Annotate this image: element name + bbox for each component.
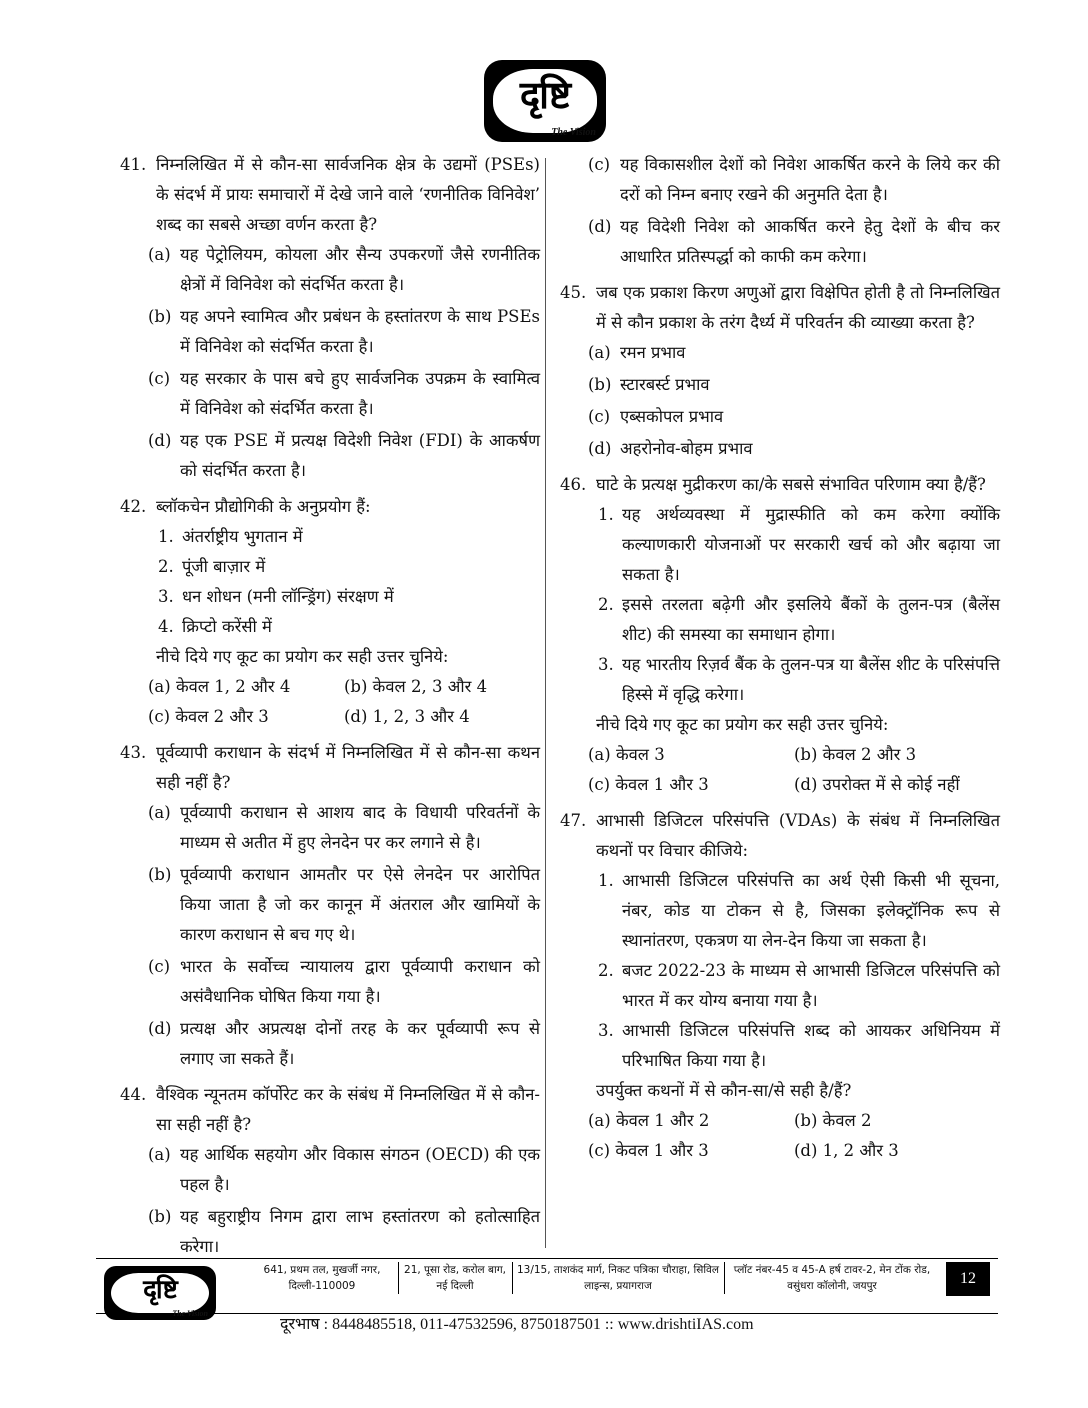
question-42: [120, 492, 540, 732]
option: (c) भारत के सर्वोच्च न्यायालय द्वारा पूर्वव्यापी कराधान को असंवैधानिक घोषित किया गया है।: [148, 957, 540, 1006]
logo-text: दृष्टि: [519, 73, 571, 117]
answer-options: [120, 672, 540, 732]
option: (b) स्टारबर्स्ट प्रभाव: [588, 375, 710, 394]
question-number: 45.: [560, 283, 587, 302]
statement-item: 1. यह अर्थव्यवस्था में मुद्रास्फीति को कम करेगा क्योंकि कल्याणकारी योजनाओं पर सरकारी खर्च को और बढ़ाया जा सकता है।: [598, 505, 1000, 584]
statement-item: 2. बजट 2022-23 के माध्यम से आभासी डिजिटल परिसंपत्ति को भारत में कर योग्य बनाया गया है।: [598, 961, 1000, 1010]
option: (d) अहरोनोव-बोहम प्रभाव: [588, 439, 753, 458]
left-column: [120, 150, 540, 1268]
contact-line: दूरभाष : 8448485518, 011-47532596, 8750187501 :: www.drishtiIAS.com: [280, 1316, 754, 1333]
option: (c) यह विकासशील देशों को निवेश आकर्षित करने के लिये कर की दरों को निम्न बनाए रखने की अनुमति देता है।: [588, 155, 1000, 204]
address-karol-bagh: 21, पूसा रोड, करोल बाग, नई दिल्ली: [398, 1262, 511, 1294]
option: (d) उपरोक्त में से कोई नहीं: [794, 775, 960, 794]
statement-item: 1. आभासी डिजिटल परिसंपत्ति का अर्थ ऐसी किसी भी सूचना, नंबर, कोड या टोकन से है, जिसका इलेक्ट्रॉनिक रूप से स्थानांतरण, एकत्रण या लेन-देन किया जा सकता है।: [598, 871, 1000, 950]
option: (d) 1, 2 और 3: [794, 1141, 899, 1160]
answer-options: [560, 1106, 1000, 1166]
statement-item: 3. यह भारतीय रिज़र्व बैंक के तुलन-पत्र या बैलेंस शीट के परिसंपत्ति हिस्से में वृद्धि करेगा।: [598, 655, 1000, 704]
question-45: [560, 278, 1000, 464]
statement-item: 2. पूंजी बाज़ार में: [158, 557, 266, 576]
logo-subtext: The Vision: [551, 127, 596, 138]
question-text: घाटे के प्रत्यक्ष मुद्रीकरण का/के सबसे संभावित परिणाम क्या है/हैं?: [596, 475, 986, 494]
question-47: [560, 806, 1000, 1166]
header-logo: [484, 60, 606, 142]
instruction: नीचे दिये गए कूट का प्रयोग कर सही उत्तर चुनिये:: [156, 647, 449, 666]
option: (a) रमन प्रभाव: [588, 343, 686, 362]
question-number: 44.: [120, 1085, 147, 1104]
option: (b) यह बहुराष्ट्रीय निगम द्वारा लाभ हस्तांतरण को हतोत्साहित करेगा।: [148, 1207, 540, 1256]
address-mukherjee-nagar: 641, प्रथम तल, मुखर्जी नगर, दिल्ली-110009: [263, 1264, 381, 1292]
question-number: 47.: [560, 811, 587, 830]
option: (a) केवल 1 और 2: [588, 1111, 710, 1130]
question-number: 42.: [120, 497, 147, 516]
statement-item: 4. क्रिप्टो करेंसी में: [158, 617, 272, 636]
statement-item: 3. आभासी डिजिटल परिसंपत्ति शब्द को आयकर अधिनियम में परिभाषित किया गया है।: [598, 1021, 1000, 1070]
question-44: [120, 1080, 540, 1262]
question-text: निम्नलिखित में से कौन-सा सार्वजनिक क्षेत्र के उद्यमों (PSEs) के संदर्भ में प्रायः समाचारों में देखे जाने वाले ‘रणनीतिक विनिवेश’ शब्द का सबसे अच्छा वर्णन करता है?: [156, 155, 540, 234]
page-number: 12: [946, 1262, 990, 1296]
option: (c) केवल 1 और 3: [588, 1141, 709, 1160]
question-text: पूर्वव्यापी कराधान के संदर्भ में निम्नलिखित में से कौन-सा कथन सही नहीं है?: [156, 743, 540, 792]
question-46: [560, 470, 1000, 800]
question-number: 41.: [120, 155, 147, 174]
footer-logo: [104, 1266, 216, 1320]
option: (a) पूर्वव्यापी कराधान से आशय बाद के विधायी परिवर्तनों के माध्यम से अतीत में हुए लेनदेन पर कर लगाने से है।: [148, 803, 540, 852]
statement-item: 1. अंतर्राष्ट्रीय भुगतान में: [158, 527, 303, 546]
answer-options: [560, 740, 1000, 800]
option: (b) केवल 2, 3 और 4: [344, 677, 488, 696]
option: (b) यह अपने स्वामित्व और प्रबंधन के हस्तांतरण के साथ PSEs में विनिवेश को संदर्भित करता है।: [148, 307, 540, 356]
question-text: ब्लॉकचेन प्रौद्योगिकी के अनुप्रयोग हैं:: [156, 497, 371, 516]
question-number: 46.: [560, 475, 587, 494]
question-41: [120, 150, 540, 486]
column-divider: [545, 158, 546, 1248]
option: (a) यह आर्थिक सहयोग और विकास संगठन (OECD) की एक पहल है।: [148, 1145, 540, 1194]
question-43: [120, 738, 540, 1074]
right-column: [560, 150, 1000, 1172]
option: (c) एब्सकोपल प्रभाव: [588, 407, 724, 426]
option: (d) यह एक PSE में प्रत्यक्ष विदेशी निवेश (FDI) के आकर्षण को संदर्भित करता है।: [148, 431, 540, 480]
question-text: वैश्विक न्यूनतम कॉर्पोरेट कर के संबंध में निम्नलिखित में से कौन-सा सही नहीं है?: [156, 1085, 540, 1134]
statement-item: 3. धन शोधन (मनी लॉन्ड्रिंग) संरक्षण में: [158, 587, 394, 606]
address-jaipur: प्लॉट नंबर-45 व 45-A हर्ष टावर-2, मेन टोंक रोड, वसुंधरा कॉलोनी, जयपुर: [724, 1262, 939, 1294]
option: (a) केवल 3: [588, 745, 665, 764]
option: (d) 1, 2, 3 और 4: [344, 707, 470, 726]
instruction: नीचे दिये गए कूट का प्रयोग कर सही उत्तर चुनिये:: [596, 715, 889, 734]
statement-item: 2. इससे तरलता बढ़ेगी और इसलिये बैंकों के तुलन-पत्र (बैलेंस शीट) की समस्या का समाधान होगा।: [598, 595, 1000, 644]
instruction: उपर्युक्त कथनों में से कौन-सा/से सही है/हैं?: [596, 1081, 852, 1100]
question-text: आभासी डिजिटल परिसंपत्ति (VDAs) के संबंध में निम्नलिखित कथनों पर विचार कीजिये:: [596, 811, 1000, 860]
option: (b) केवल 2 और 3: [794, 745, 917, 764]
question-number: 43.: [120, 743, 147, 762]
option: (c) केवल 2 और 3: [148, 707, 269, 726]
option: (d) यह विदेशी निवेश को आकर्षित करने हेतु देशों के बीच कर आधारित प्रतिस्पर्द्धा को काफी कम करेगा।: [588, 217, 1000, 266]
question-44-continued: [560, 150, 1000, 272]
option: (b) पूर्वव्यापी कराधान आमतौर पर ऐसे लेनदेन पर आरोपित किया जाता है जो कर कानून में अंतराल और खामियों के कारण कराधान से बच गए थे।: [148, 865, 540, 944]
logo-subtext: The Vision: [172, 1309, 208, 1318]
logo-text: दृष्टि: [143, 1275, 177, 1305]
option: (d) प्रत्यक्ष और अप्रत्यक्ष दोनों तरह के कर पूर्वव्यापी रूप से लगाए जा सकते हैं।: [148, 1019, 540, 1068]
option: (c) यह सरकार के पास बचे हुए सार्वजनिक उपक्रम के स्वामित्व में विनिवेश को संदर्भित करता है।: [148, 369, 540, 418]
option: (a) केवल 1, 2 और 4: [148, 677, 291, 696]
question-text: जब एक प्रकाश किरण अणुओं द्वारा विक्षेपित होती है तो निम्नलिखित में से कौन प्रकाश के तरंग दैर्ध्य में परिवर्तन की व्याख्या करता है?: [596, 283, 1000, 332]
option: (c) केवल 1 और 3: [588, 775, 709, 794]
option: (a) यह पेट्रोलियम, कोयला और सैन्य उपकरणों जैसे रणनीतिक क्षेत्रों में विनिवेश को संदर्भित करता है।: [148, 245, 540, 294]
option: (b) केवल 2: [794, 1111, 872, 1130]
address-prayagraj: 13/15, ताशकंद मार्ग, निकट पत्रिका चौराहा, सिविल लाइन्स, प्रयागराज: [512, 1262, 723, 1294]
